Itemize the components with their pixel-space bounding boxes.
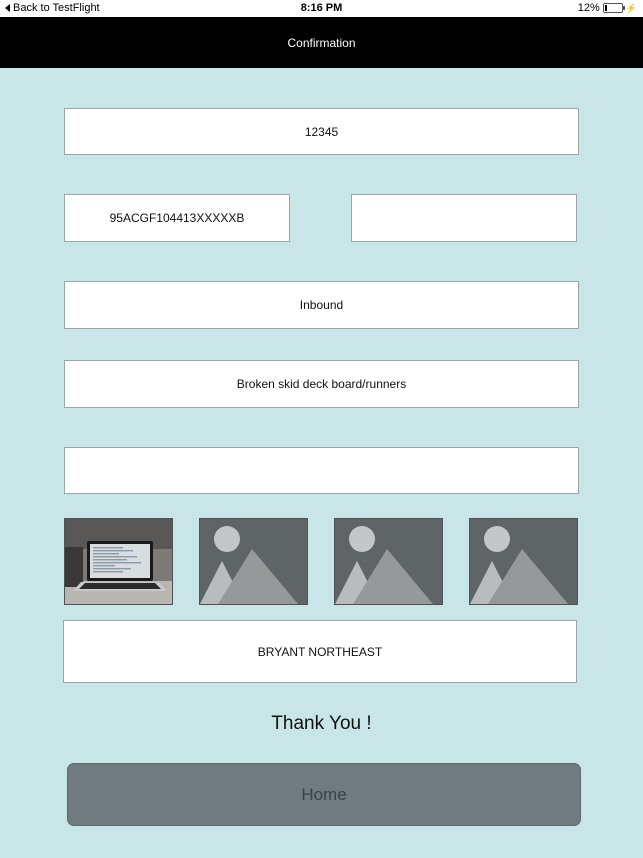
status-time: 8:16 PM xyxy=(300,2,343,14)
direction-field[interactable]: Inbound xyxy=(64,281,579,329)
location-field[interactable]: BRYANT NORTHEAST xyxy=(63,620,577,683)
battery-indicator xyxy=(578,2,637,14)
notes-field[interactable] xyxy=(64,447,579,494)
battery-icon xyxy=(603,3,623,13)
vin-field[interactable]: 95ACGF104413XXXXXB xyxy=(64,194,290,242)
photo-3[interactable] xyxy=(334,518,443,605)
back-label: Back to TestFlight xyxy=(13,2,100,14)
photo-2[interactable] xyxy=(199,518,308,605)
laptop-photo-icon xyxy=(65,519,172,604)
image-placeholder-icon xyxy=(335,519,442,604)
photo-1[interactable] xyxy=(64,518,173,605)
home-button[interactable]: Home xyxy=(67,763,581,826)
battery-percent: 12% xyxy=(577,2,600,14)
image-placeholder-icon xyxy=(470,519,577,604)
image-placeholder-icon xyxy=(200,519,307,604)
secondary-field[interactable] xyxy=(351,194,577,242)
charging-icon: ⚡ xyxy=(625,2,637,13)
status-bar xyxy=(0,0,643,17)
page-title: Confirmation xyxy=(287,35,356,50)
nav-bar xyxy=(0,17,643,68)
thank-you-message: Thank You ! xyxy=(271,713,372,734)
photo-4[interactable] xyxy=(469,518,578,605)
order-number-field[interactable]: 12345 xyxy=(64,108,579,155)
damage-field[interactable]: Broken skid deck board/runners xyxy=(64,360,579,408)
